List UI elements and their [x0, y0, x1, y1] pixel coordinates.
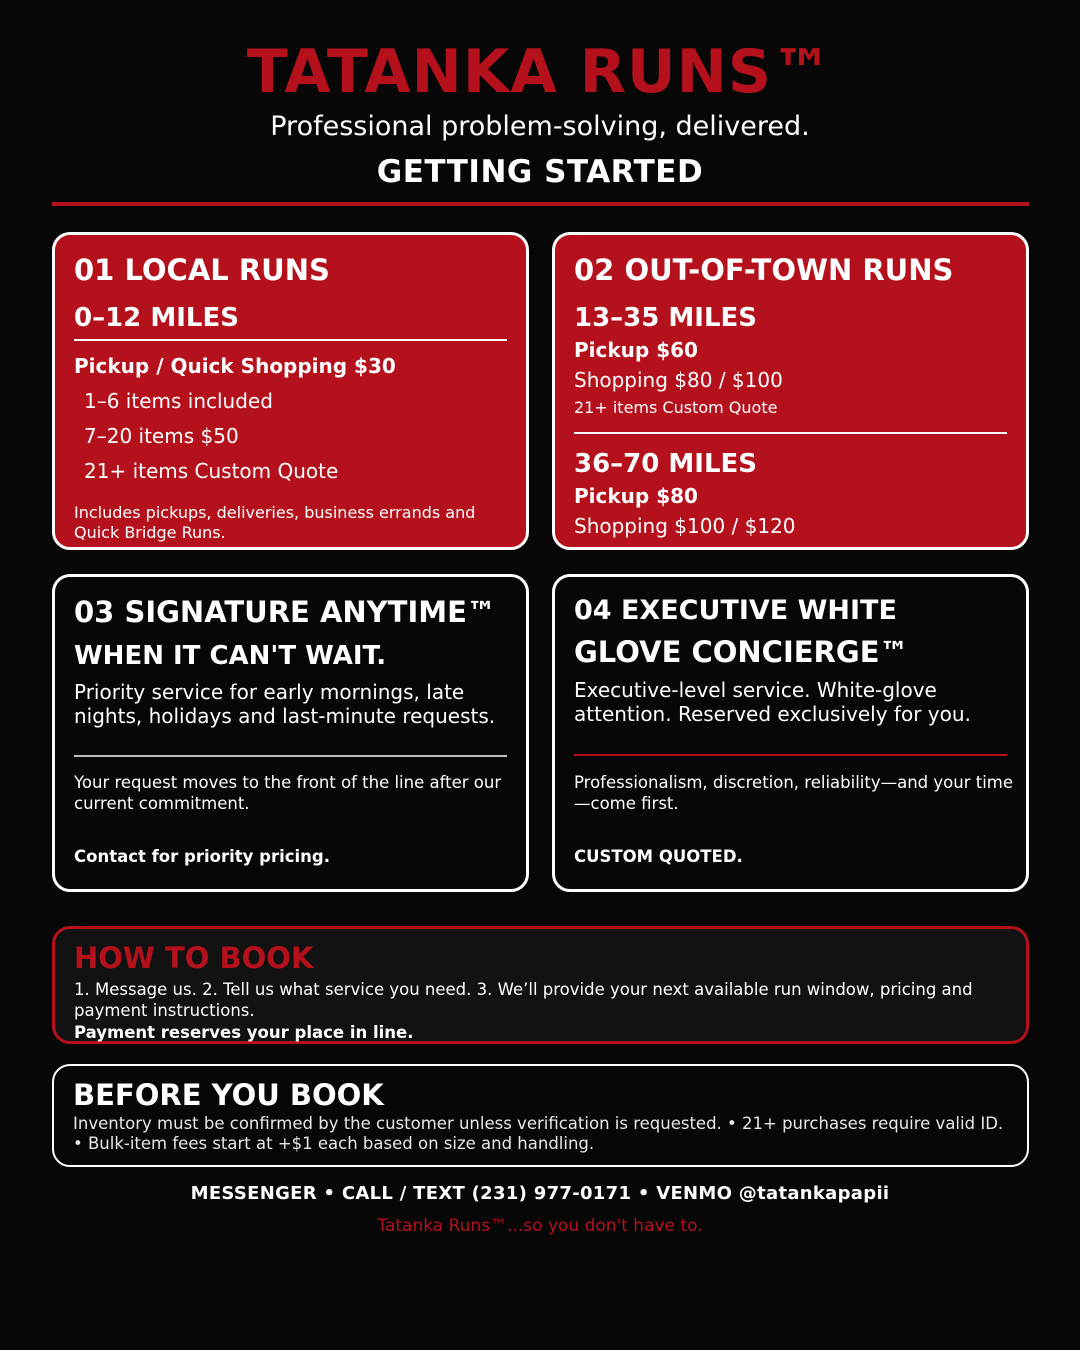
local-runs-tier-1: 1–6 items included — [84, 389, 273, 413]
out-of-town-range-1: 13–35 MILES — [574, 303, 758, 333]
executive-cta: CUSTOM QUOTED. — [574, 847, 743, 866]
local-runs-tier-3: 21+ items Custom Quote — [84, 459, 339, 483]
out-of-town-shopping-1: Shopping $80 / $100 — [574, 368, 783, 392]
out-of-town-runs-card — [552, 232, 1029, 550]
executive-note: Professionalism, discretion, reliability—and your time—come first. — [574, 773, 1014, 813]
footer-contact-line: MESSENGER • CALL / TEXT (231) 977-0171 • VENMO @tatankapapii — [190, 1183, 890, 1204]
out-of-town-shopping-2: Shopping $100 / $120 — [574, 514, 796, 538]
local-runs-pickup-price: Pickup / Quick Shopping $30 — [74, 354, 396, 378]
executive-title-line-2: GLOVE CONCIERGE™ — [574, 635, 909, 669]
out-of-town-pickup-1: Pickup $60 — [574, 338, 698, 362]
how-to-book-title: HOW TO BOOK — [74, 941, 314, 975]
how-to-book-steps: 1. Message us. 2. Tell us what service you need. 3. We’ll provide your next available run window, pricing and payment instructions. — [74, 980, 973, 1020]
signature-description: Priority service for early mornings, late nights, holidays and last-minute requests. — [74, 680, 496, 728]
signature-cta: Contact for priority pricing. — [74, 847, 331, 866]
signature-rule — [74, 755, 507, 757]
executive-description: Executive-level service. White-glove attention. Reserved exclusively for you. — [574, 678, 971, 726]
executive-title-line-1: 04 EXECUTIVE WHITE — [574, 595, 897, 626]
executive-concierge-card — [552, 574, 1029, 892]
local-runs-tier-2: 7–20 items $50 — [84, 424, 239, 448]
header-divider — [52, 202, 1029, 206]
local-runs-rule — [74, 339, 507, 341]
brand-title: TATANKA RUNS™ — [246, 37, 834, 107]
signature-note: Your request moves to the front of the line after our current commitment. — [74, 773, 502, 813]
local-runs-card — [52, 232, 529, 550]
tagline: Professional problem-solving, delivered. — [270, 111, 810, 142]
out-of-town-pickup-2: Pickup $80 — [574, 484, 698, 508]
how-to-book-note: Payment reserves your place in line. — [74, 1023, 414, 1042]
before-you-book-title: BEFORE YOU BOOK — [73, 1078, 384, 1112]
out-of-town-range-2: 36–70 MILES — [574, 449, 758, 479]
local-runs-note: Includes pickups, deliveries, business errands and Quick Bridge Runs. — [74, 503, 476, 542]
before-you-book-panel — [52, 1064, 1029, 1167]
local-runs-title: 01 LOCAL RUNS — [74, 253, 330, 287]
local-runs-range: 0–12 MILES — [74, 303, 239, 333]
section-heading: GETTING STARTED — [376, 154, 704, 190]
out-of-town-title: 02 OUT-OF-TOWN RUNS — [574, 253, 954, 287]
signature-anytime-card — [52, 574, 529, 892]
out-of-town-rule — [574, 432, 1007, 434]
executive-rule — [574, 754, 1007, 756]
signature-subtitle: WHEN IT CAN'T WAIT. — [74, 641, 387, 671]
how-to-book-panel — [52, 926, 1029, 1044]
signature-title: 03 SIGNATURE ANYTIME™ — [74, 595, 496, 629]
footer-slogan: Tatanka Runs™...so you don't have to. — [377, 1216, 703, 1236]
out-of-town-quote-1: 21+ items Custom Quote — [574, 398, 778, 417]
before-you-book-text: Inventory must be confirmed by the customer unless verification is requested. • 21+ purchases require valid ID. • Bulk-item fees start at +$1 each based on size and handling. — [73, 1114, 1004, 1153]
